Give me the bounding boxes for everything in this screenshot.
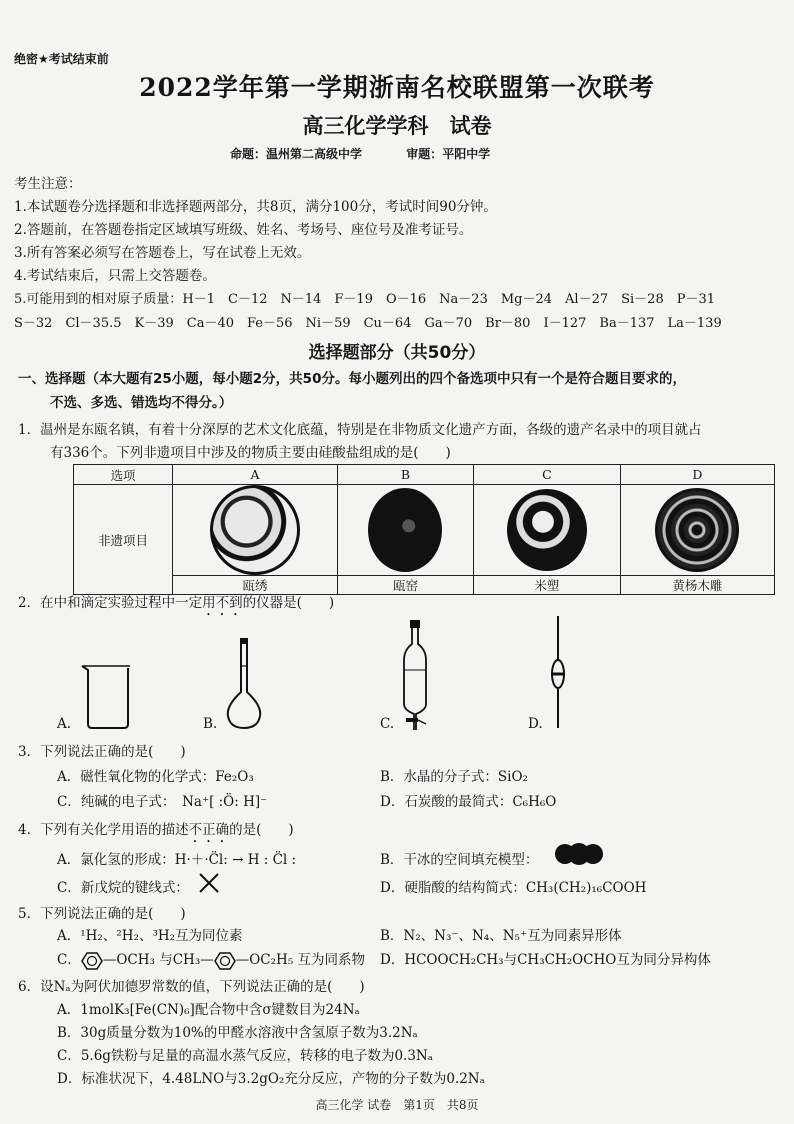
- q4-stem-b: 的是( ): [229, 822, 294, 838]
- acid-burette-icon: [396, 618, 436, 732]
- question-5-stem: 5．下列说法正确的是( ): [18, 906, 186, 922]
- reviewer: 审题：平阳中学: [406, 147, 491, 161]
- q3-option-d: D．石炭酸的最简式：C₆H₆O: [380, 794, 557, 810]
- q3-option-b: B．水晶的分子式：SiO₂: [380, 769, 528, 785]
- notice-heading: 考生注意：: [14, 176, 82, 192]
- question-4-stem: [18, 818, 294, 846]
- q6-option-b: B．30g质量分数为10%的甲醛水溶液中含氢原子数为3.2Nₐ: [57, 1025, 418, 1041]
- q4-option-d: D．硬脂酸的结构简式：CH₃(CH₂)₁₆COOH: [380, 880, 647, 896]
- q4-option-b: B．干冰的空间填充模型：: [380, 852, 539, 868]
- q6-option-d: D．标准状况下，4.48LNO与3.2gO₂充分反应，产物的分子数为0.2Nₐ: [57, 1071, 485, 1087]
- question-2-stem: [18, 591, 334, 619]
- instructions-line-1: 一、选择题（本大题有25小题，每小题2分，共50分。每小题列出的四个备选项中只有一个是符合题目要求的，: [18, 371, 686, 387]
- authors-line: [230, 145, 530, 162]
- kiln-picture: [368, 488, 442, 572]
- q2-label-c: C.: [380, 716, 395, 732]
- proposer: 命题：温州第二高级中学: [230, 147, 363, 161]
- exam-subtitle: 高三化学学科 试卷: [302, 113, 492, 138]
- q2-label-b: B.: [203, 716, 218, 732]
- q3-option-c: C．纯碱的电子式： Na⁺[ :Ö: H]⁻: [57, 794, 268, 810]
- q2-emphasis: 用不到: [202, 595, 243, 611]
- notice-item: 4.考试结束后，只需上交答题卷。: [14, 268, 216, 284]
- q6-option-a: A．1molK₃[Fe(CN)₆]配合物中含σ键数目为24Nₐ: [57, 1002, 360, 1018]
- question-3-stem: 3．下列说法正确的是( ): [18, 744, 186, 760]
- atomic-mass-line-2: S－32 Cl－35.5 K－39 Ca－40 Fe－56 Ni－59 Cu－64 Ga－70 Br－80 I－127 Ba－137 La－139: [14, 316, 722, 331]
- notice-item: 1.本试题卷分选择题和非选择题两部分，共8页，满分100分，考试时间90分钟。: [14, 199, 497, 215]
- q5-option-b: B．N₂、N₃⁻、N₄、N₅⁺互为同素异形体: [380, 928, 622, 944]
- q4-option-c: C．新戊烷的键线式：: [57, 880, 189, 896]
- question-1-line-2: 有336个。下列非遗项目中涉及的物质主要由硅酸盐组成的是( ): [50, 445, 451, 461]
- benzene-ring-icon: [214, 952, 236, 970]
- q4-option-a: A．氯化氢的形成：H·＋·C̈l: → H : C̈l :: [57, 852, 297, 868]
- image-kiln: [338, 485, 474, 576]
- q5-c-suffix: —OC₂H₅ 互为同系物: [235, 952, 366, 968]
- beaker-icon: [78, 660, 134, 732]
- boxwood-carving-picture: [655, 488, 739, 572]
- page-footer: 高三化学 试卷 第1页 共8页: [315, 1098, 479, 1112]
- heritage-table: [73, 464, 775, 595]
- q5-c-middle: —OCH₃ 与CH₃—: [102, 952, 214, 968]
- q2-stem-a: 2．在中和滴定实验过程中一定: [18, 595, 203, 611]
- col-name-d: 黄杨木雕: [620, 576, 774, 595]
- atomic-mass-line-1: 5.可能用到的相对原子质量：H－1 C－12 N－14 F－19 O－16 Na－23 Mg－24 Al－27 Si－28 P－31: [14, 292, 716, 307]
- col-name-c: 米塑: [473, 576, 620, 595]
- q2-label-a: A.: [57, 716, 72, 732]
- q2-stem-b: 的仪器是( ): [242, 595, 335, 611]
- notice-item: 3.所有答案必须写在答题卷上，写在试卷上无效。: [14, 245, 311, 261]
- q5-option-c: [57, 948, 365, 970]
- col-name-b: 瓯窑: [338, 576, 474, 595]
- exam-title: 2022学年第一学期浙南名校联盟第一次联考: [139, 73, 655, 102]
- q5-option-d: D．HCOOCH₂CH₃与CH₃CH₂OCHO互为同分异构体: [380, 952, 711, 968]
- image-boxwood-carving: [620, 485, 774, 576]
- benzene-ring-icon: [81, 952, 103, 970]
- col-letter-b: B: [338, 465, 474, 485]
- question-6-stem: 6．设Nₐ为阿伏加德罗常数的值，下列说法正确的是( ): [18, 979, 365, 995]
- notice-item: 2.答题前，在答题卷指定区域填写班级、姓名、考场号、座位号及准考证号。: [14, 222, 473, 238]
- pipette-icon: [546, 614, 570, 732]
- q2-label-d: D.: [528, 716, 543, 732]
- col-name-a: 瓯绣: [173, 576, 338, 595]
- q4-emphasis: 不正确: [188, 822, 230, 838]
- q5-option-a: A．¹H₂、²H₂、³H₂互为同位素: [57, 928, 243, 944]
- q6-option-c: C．5.6g铁粉与足量的高温水蒸气反应，转移的电子数为0.3Nₐ: [57, 1048, 433, 1064]
- col-letter-a: A: [173, 465, 338, 485]
- table-head-label: 选项: [74, 465, 173, 485]
- q3-option-a: A．磁性氧化物的化学式：Fe₂O₃: [57, 769, 254, 785]
- col-letter-c: C: [473, 465, 620, 485]
- table-row-label: 非遗项目: [74, 485, 173, 595]
- instructions-line-2: 不选、多选、错选均不得分。）: [50, 395, 233, 411]
- section-title: 选择题部分（共50分）: [308, 343, 486, 363]
- embroidery-picture: [210, 485, 300, 575]
- q4-stem-a: 4．下列有关化学用语的描述: [18, 822, 189, 838]
- rice-sculpture-picture: [507, 489, 587, 571]
- volumetric-flask-icon: [222, 636, 266, 732]
- image-rice-sculpture: [473, 485, 620, 576]
- confidential-label: 绝密★考试结束前: [14, 52, 109, 66]
- image-embroidery: [173, 485, 338, 576]
- neopentane-icon: [198, 872, 220, 894]
- col-letter-d: D: [620, 465, 774, 485]
- question-1-line-1: 1．温州是东瓯名镇，有着十分深厚的艺术文化底蕴，特别是在非物质文化遗产方面，各级的遗产名录中的项目就占: [18, 422, 702, 438]
- co2-model-icon: [554, 843, 604, 865]
- q5-c-prefix: C．: [57, 952, 81, 968]
